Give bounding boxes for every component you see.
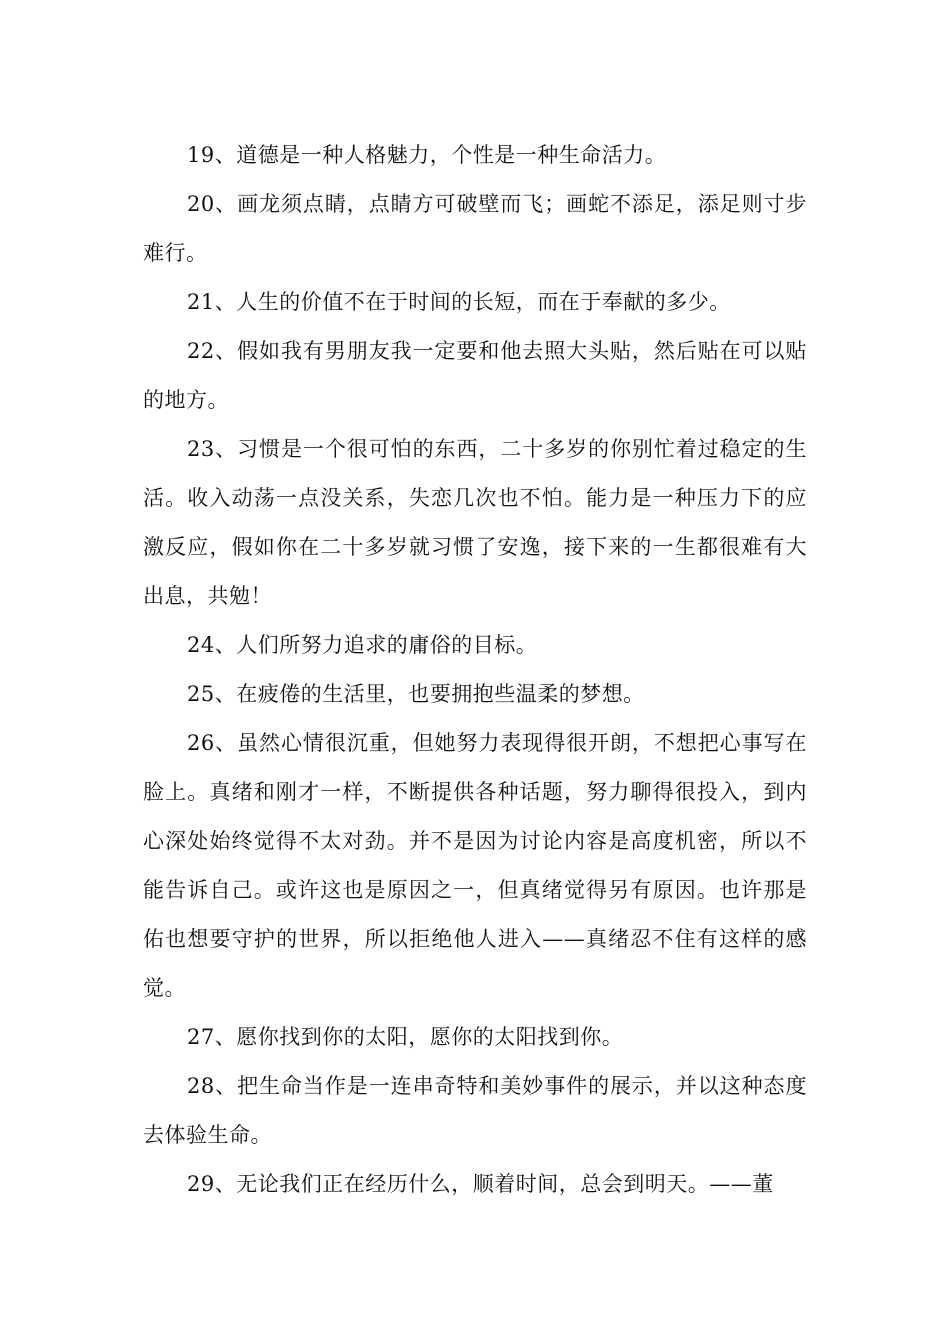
quote-paragraph-20: 20、画龙须点睛，点睛方可破壁而飞；画蛇不添足，添足则寸步难行。 <box>143 192 807 265</box>
quote-paragraph-28: 28、把生命当作是一连串奇特和美妙事件的展示，并以这种态度去体验生命。 <box>143 1074 807 1147</box>
quote-paragraph-27: 27、愿你找到你的太阳，愿你的太阳找到你。 <box>187 1025 624 1049</box>
quote-paragraph-21: 21、人生的价值不在于时间的长短，而在于奉献的多少。 <box>187 290 731 314</box>
document-body <box>143 131 807 1209</box>
quote-paragraph-25: 25、在疲倦的生活里，也要拥抱些温柔的梦想。 <box>187 682 645 706</box>
quote-paragraph-24: 24、人们所努力追求的庸俗的目标。 <box>187 633 538 657</box>
quote-paragraph-23: 23、习惯是一个很可怕的东西，二十多岁的你别忙着过稳定的生活。收入动荡一点没关系，失恋几次也不怕。能力是一种压力下的应激反应，假如你在二十多岁就习惯了安逸，接下来的一生都很难有大出息，共勉！ <box>143 437 807 608</box>
quote-paragraph-22: 22、假如我有男朋友我一定要和他去照大头贴，然后贴在可以贴的地方。 <box>143 339 807 412</box>
quote-paragraph-19: 19、道德是一种人格魅力，个性是一种生命活力。 <box>187 143 667 167</box>
quote-paragraph-26: 26、虽然心情很沉重，但她努力表现得很开朗，不想把心事写在脸上。真绪和刚才一样，不断提供各种话题，努力聊得很投入，到内心深处始终觉得不太对劲。并不是因为讨论内容是高度机密，所以不能告诉自己。或许这也是原因之一，但真绪觉得另有原因。也许那是佑也想要守护的世界，所以拒绝他人进入——真绪忍不住有这样的感觉。 <box>143 731 807 1000</box>
quote-paragraph-29: 29、无论我们正在经历什么，顺着时间，总会到明天。——董 <box>187 1172 774 1196</box>
